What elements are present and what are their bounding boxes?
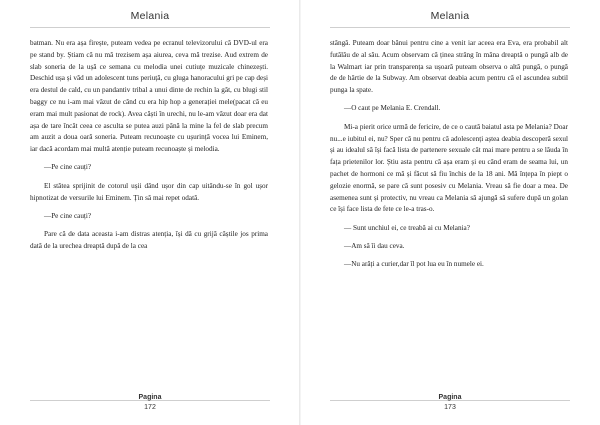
header-rule	[30, 27, 270, 28]
paragraph: stângă. Puteam doar bănui pentru cine a venit iar aceea era Eva, era probabil alt futălău de al său. Acum observam că ținea strâng în mâna dreaptă o pungă alb de la Walmart iar prin transparența sa ușoară puteam observa o altă pungă, o pungă de de hârtie de la Subway. Am observat deabia acum pentru că el ascundea subtil punga la spate.	[330, 39, 568, 95]
page-body	[330, 38, 568, 278]
dialogue-line: —Pe cine cauți?	[44, 211, 92, 220]
paragraph: batman. Nu era așa firește, puteam vedea pe ecranul televizorului că DVD-ul era pe stand by. Știam că nu mă trezisem așa aiurea, ceva mă trezise. Aud extrem de slab soneria de la ușă ce semana cu melodia unei cutiuțe muzicale chinezești. Deschid ușa și văd un adolescent tuns periuță, cu gluga hanoracului gri pe cap deși era destul de cald, cu un pandantiv tribal a unui dinte de rechin la gât, cu blugi stil baggy ce nu i-am mai văzut de când cu era hip hop a generației mele(pacat că eu eram mai mult pasionat de rock). Avea căști în urechi, nu le-am văzut doar era dat așa de tare încât ceea ce asculta se putea auzi până la mine la fel de slab precum am auzit a doua oară soneria. Puteam recunoaște cu ușurință vocea lui Eminem, iar dacă acordam mai multă atenție puteam recunoaște și melodia.	[30, 39, 268, 154]
paragraph: Pare că de data aceasta i-am distras atenția, își dă cu grijă căștile jos prima dată de la urechea dreaptă după de la cea	[30, 230, 268, 250]
running-header: Melania	[430, 10, 470, 22]
dialogue-line: —O caut pe Melania E. Crendall.	[344, 104, 441, 113]
page-label: Pagina	[438, 394, 462, 401]
dialogue-line: —Nu arăți a curier,dar îl pot lua eu în numele ei.	[344, 260, 484, 269]
dialogue-line: —Pe cine cauți?	[44, 163, 92, 172]
page-label: Pagina	[138, 394, 162, 401]
running-header: Melania	[130, 10, 170, 22]
paragraph: Mi-a pierit orice urmă de fericire, de ce o caută baiatul asta pe Melania? Doar nu...e iubitul ei, nu? Sper că nu pentru că adolescenți aștea deabia descoperă sexul și au idealul să își facă lista de partenere sexuale cât mai mare pentru a se lăuda în fața prietenilor lor. Știu asta pentru că așa eram și eu când eram de seama lui, un pachet de hormoni ce mă și făcut să fiu închis de la 18 ani. Mă înțepa în piept o gelozie enormă, se pare că sunt posesiv cu Melania. Vreau să fie doar a mea. De asemenea sunt și protectiv, nu vreau ca Melania să ajungă să sufere după un golan ce își face lista de fete ce le-a tras-o.	[330, 122, 568, 214]
paragraph: El stătea sprijinit de cotorul ușii dând ușor din cap uitându-se în gol ușor hipnotizat de versurile lui Eminem. Țin să mai repet odată.	[30, 181, 268, 202]
page-body	[30, 38, 268, 259]
dialogue-line: —Am să îi dau ceva.	[344, 241, 405, 250]
header-rule	[330, 27, 570, 28]
page-number: 172	[144, 404, 156, 411]
right-page	[300, 0, 600, 425]
dialogue-line: — Sunt unchiul ei, ce treabă ai cu Melania?	[344, 223, 470, 232]
page-number: 173	[444, 404, 456, 411]
